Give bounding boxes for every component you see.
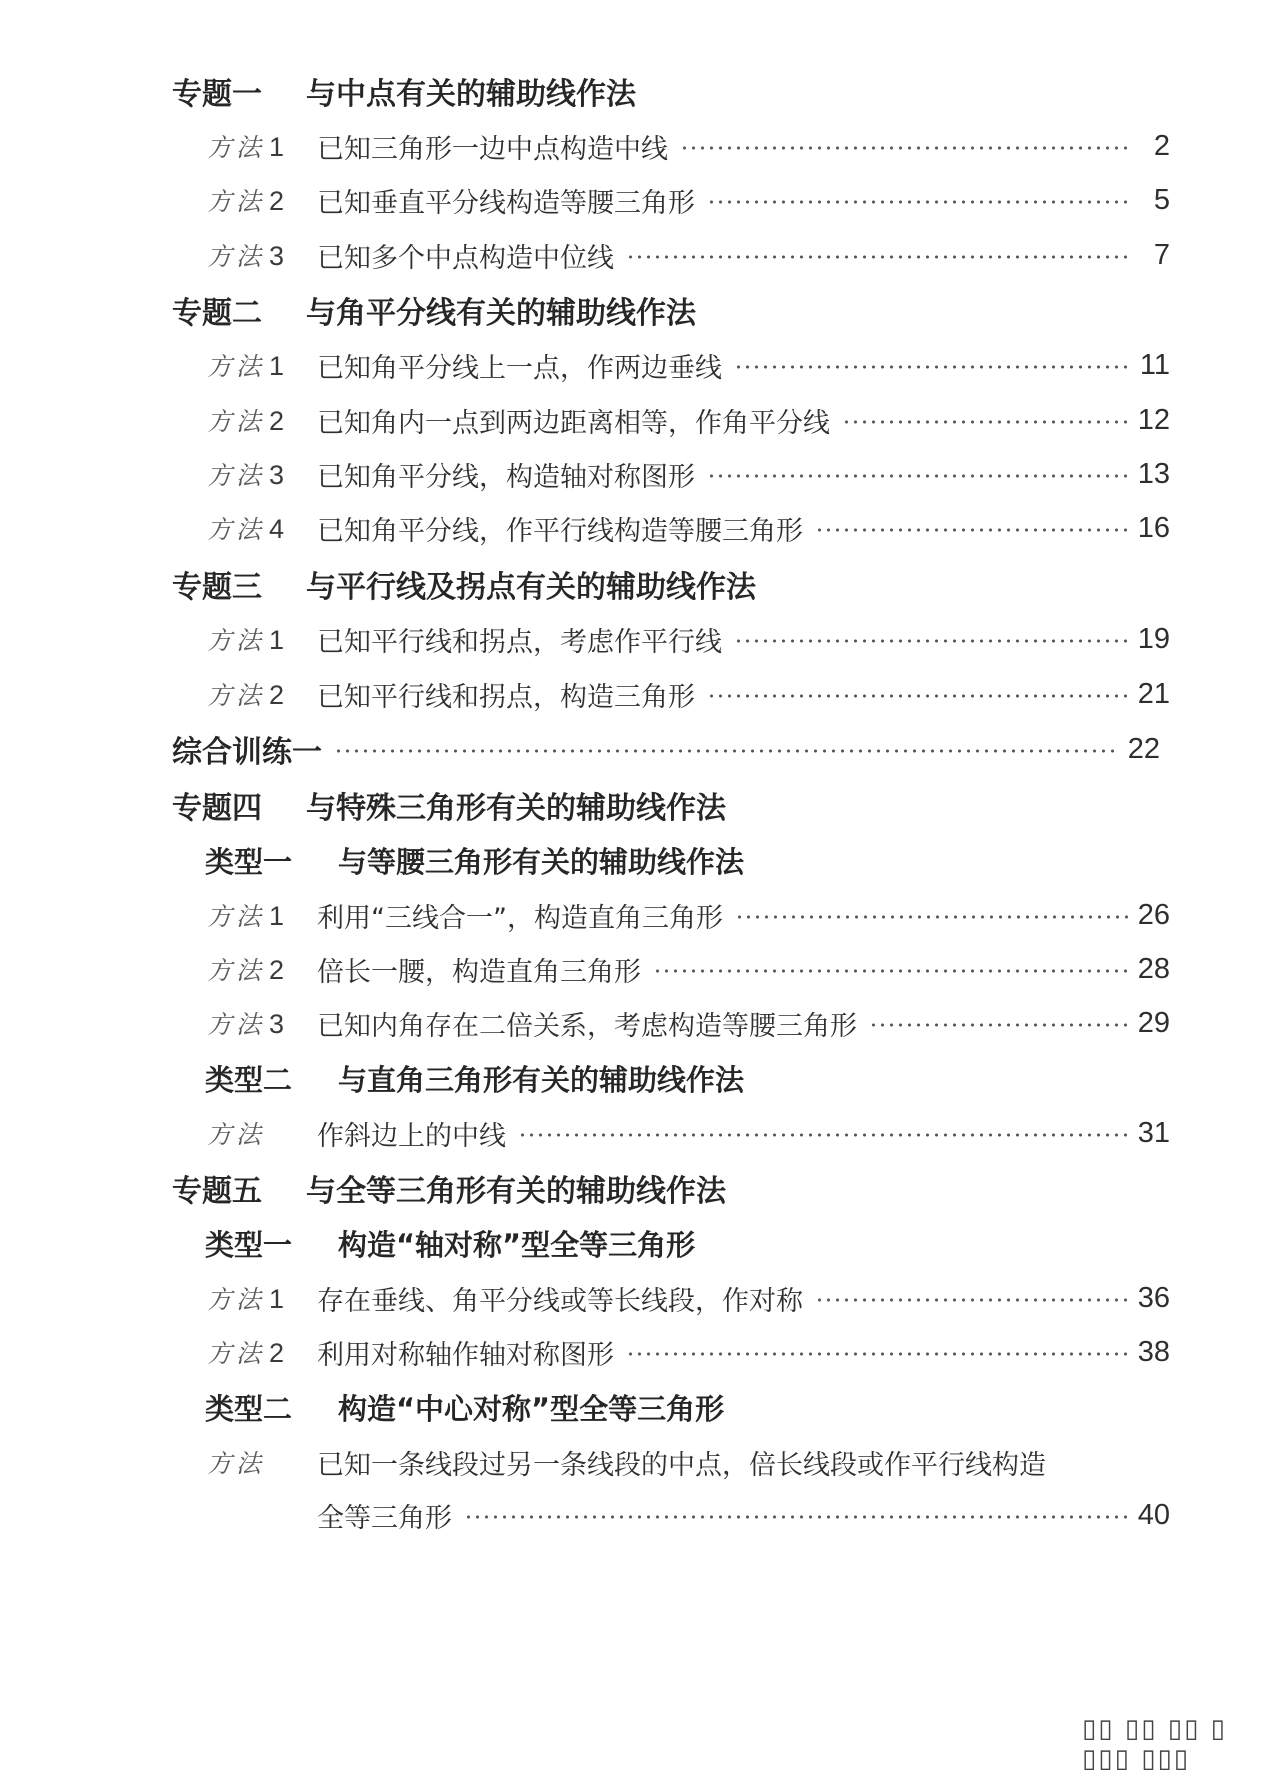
toc-entry[interactable] (207, 669, 1170, 719)
method-label: 方法 1 (207, 1284, 289, 1314)
page-number: 28 (1137, 952, 1170, 985)
entry-text: 作斜边上的中线 (317, 1120, 506, 1152)
method-label: 方法 2 (207, 1338, 289, 1368)
method-label: 方法 2 (207, 680, 289, 710)
toc-entry[interactable] (207, 1108, 1170, 1158)
dot-leader (815, 528, 1128, 532)
topic-label: 专题一 (172, 77, 262, 112)
toc-entry-summary[interactable] (172, 724, 1160, 774)
method-label: 方法 1 (207, 351, 289, 381)
toc-entry[interactable] (207, 175, 1170, 225)
dot-leader (734, 639, 1128, 643)
method-label: 方法 (207, 1449, 266, 1478)
entry-text-continued: 全等三角形 (317, 1502, 452, 1534)
entry-text: 已知角平分线，构造轴对称图形 (317, 461, 695, 493)
toc-entry[interactable] (207, 503, 1170, 553)
topic-heading (172, 285, 1160, 335)
type-label: 类型一 (205, 844, 293, 879)
page-number: 5 (1153, 183, 1170, 216)
dot-leader (626, 1352, 1128, 1356)
entry-text: 已知角内一点到两边距离相等，作角平分线 (317, 407, 830, 439)
entry-text: 利用对称轴作轴对称图形 (317, 1339, 614, 1371)
method-label: 方法 2 (207, 955, 289, 985)
topic-title: 与全等三角形有关的辅助线作法 (306, 1174, 726, 1209)
page-number: 26 (1137, 898, 1170, 931)
dot-leader (334, 749, 1118, 753)
type-heading (205, 1053, 1160, 1103)
dot-leader (626, 255, 1128, 259)
entry-text: 已知一条线段过另一条线段的中点，倍长线段或作平行线构造 (317, 1449, 1046, 1481)
page-number: 12 (1137, 403, 1170, 436)
entry-text: 已知平行线和拐点，考虑作平行线 (317, 626, 722, 658)
dot-leader (518, 1133, 1128, 1137)
entry-text: 存在垂线、角平分线或等长线段，作对称 (317, 1285, 803, 1317)
entry-text: 已知垂直平分线构造等腰三角形 (317, 187, 695, 219)
type-title: 构造“中心对称”型全等三角形 (338, 1391, 725, 1426)
method-label: 方法 1 (207, 132, 289, 162)
type-title: 与直角三角形有关的辅助线作法 (338, 1062, 745, 1097)
toc-entry[interactable] (207, 614, 1170, 664)
page-number: 13 (1137, 457, 1170, 490)
toc-entry[interactable] (207, 998, 1170, 1048)
footer-marks: ▯▯ ▯▯ ▯▯ ▯ ▯▯▯ ▯▯▯ (1082, 1714, 1227, 1774)
page-number: 11 (1139, 348, 1170, 381)
page-number: 31 (1137, 1116, 1170, 1149)
topic-title: 与平行线及拐点有关的辅助线作法 (306, 570, 756, 605)
dot-leader (707, 200, 1128, 204)
topic-title: 与中点有关的辅助线作法 (306, 77, 636, 112)
entry-text: 已知多个中点构造中位线 (317, 242, 614, 274)
dot-leader (680, 146, 1128, 150)
page-number: 40 (1137, 1498, 1170, 1531)
topic-label: 专题五 (172, 1174, 262, 1209)
type-label: 类型一 (205, 1227, 293, 1262)
page-number: 38 (1137, 1335, 1170, 1368)
dot-leader (842, 420, 1128, 424)
toc-entry[interactable] (207, 395, 1170, 445)
type-heading (205, 835, 1160, 885)
entry-text: 倍长一腰，构造直角三角形 (317, 956, 641, 988)
method-label: 方法 (207, 1120, 266, 1149)
method-label: 方法 4 (207, 514, 289, 544)
dot-leader (735, 915, 1128, 919)
toc-entry[interactable] (207, 340, 1170, 390)
method-label: 方法 3 (207, 241, 289, 271)
topic-title: 与特殊三角形有关的辅助线作法 (306, 791, 726, 826)
page-number: 22 (1127, 732, 1160, 765)
toc-entry-wrapped[interactable] (207, 1437, 1170, 1487)
method-label: 方法 1 (207, 625, 289, 655)
entry-text: 利用“三线合一”，构造直角三角形 (317, 902, 723, 934)
type-label: 类型二 (205, 1391, 293, 1426)
dot-leader (734, 365, 1128, 369)
topic-heading (172, 559, 1160, 609)
page-number: 21 (1137, 677, 1170, 710)
dot-leader (464, 1515, 1128, 1519)
dot-leader (707, 694, 1128, 698)
toc-entry[interactable] (207, 1327, 1170, 1377)
page-number: 19 (1137, 622, 1170, 655)
dot-leader (653, 969, 1128, 973)
entry-text: 已知角平分线上一点，作两边垂线 (317, 352, 722, 384)
toc-entry[interactable] (207, 1273, 1170, 1323)
toc-entry[interactable] (207, 449, 1170, 499)
topic-heading (172, 780, 1160, 830)
topic-label: 专题二 (172, 296, 262, 331)
topic-label: 专题三 (172, 570, 262, 605)
toc-entry[interactable] (207, 944, 1170, 994)
page-number: 16 (1137, 511, 1170, 544)
entry-text: 已知三角形一边中点构造中线 (317, 133, 668, 165)
method-label: 方法 3 (207, 460, 289, 490)
page-number: 7 (1153, 238, 1170, 271)
entry-text: 已知平行线和拐点，构造三角形 (317, 681, 695, 713)
toc-entry[interactable] (207, 121, 1170, 171)
entry-text: 已知内角存在二倍关系，考虑构造等腰三角形 (317, 1010, 857, 1042)
type-heading (205, 1218, 1160, 1268)
method-label: 方法 2 (207, 406, 289, 436)
page-number: 29 (1137, 1006, 1170, 1039)
type-label: 类型二 (205, 1062, 293, 1097)
type-title: 构造“轴对称”型全等三角形 (338, 1227, 696, 1262)
type-heading (205, 1382, 1160, 1432)
topic-heading (172, 66, 1160, 116)
dot-leader (815, 1298, 1128, 1302)
toc-entry[interactable] (207, 890, 1170, 940)
toc-entry-continuation[interactable] (317, 1490, 1170, 1540)
dot-leader (707, 474, 1128, 478)
method-label: 方法 2 (207, 186, 289, 216)
topic-title: 与角平分线有关的辅助线作法 (306, 296, 696, 331)
toc-entry[interactable] (207, 230, 1170, 280)
method-label: 方法 1 (207, 901, 289, 931)
topic-label: 专题四 (172, 791, 262, 826)
page-number: 2 (1153, 129, 1170, 162)
topic-heading (172, 1163, 1160, 1213)
dot-leader (869, 1023, 1128, 1027)
type-title: 与等腰三角形有关的辅助线作法 (338, 844, 745, 879)
method-label: 方法 3 (207, 1009, 289, 1039)
entry-text: 已知角平分线，作平行线构造等腰三角形 (317, 515, 803, 547)
summary-title: 综合训练一 (172, 735, 322, 770)
page-number: 36 (1137, 1281, 1170, 1314)
